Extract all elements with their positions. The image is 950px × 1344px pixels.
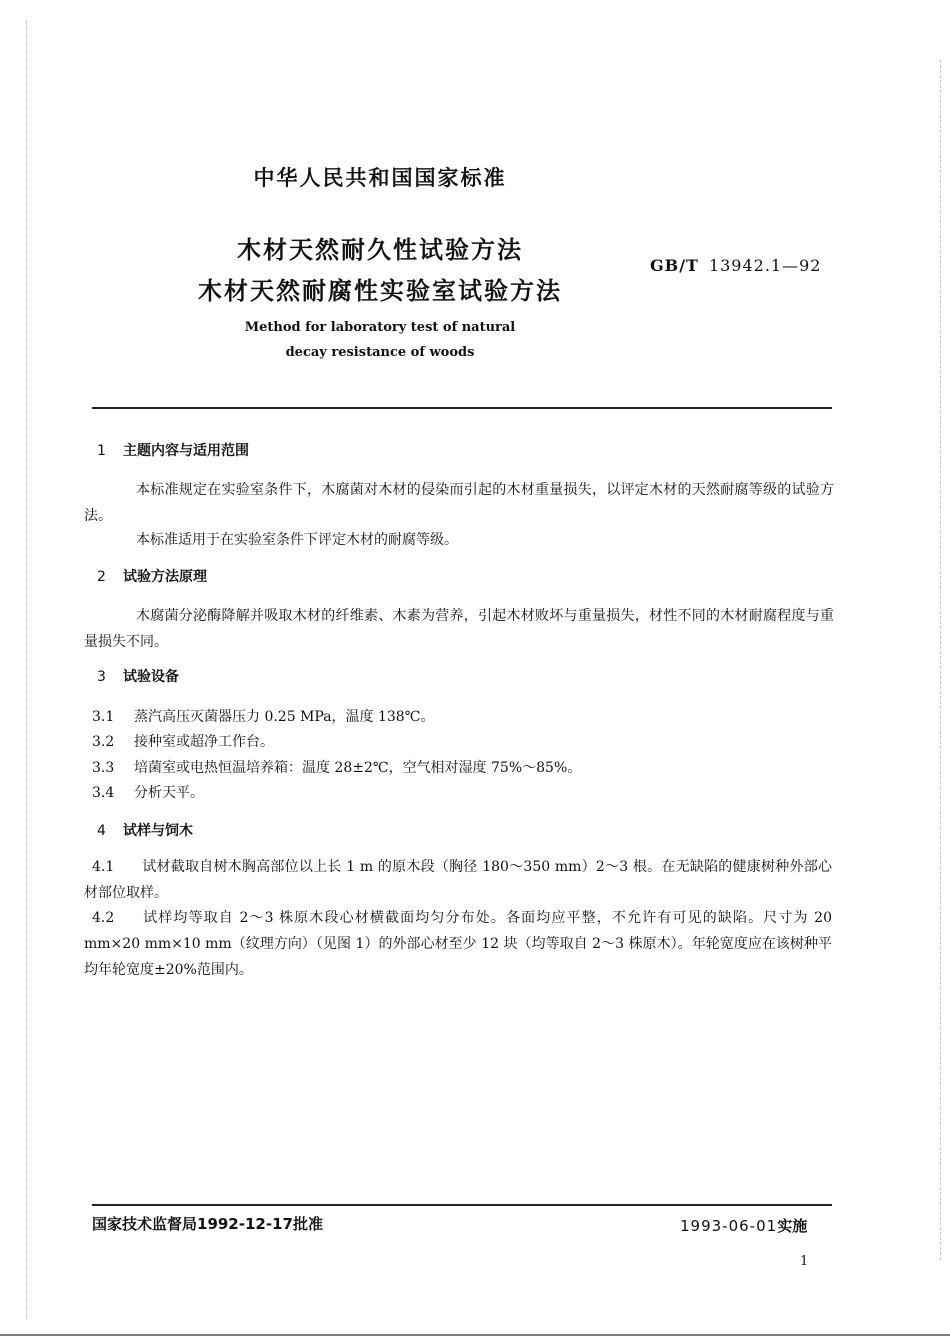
approval-line: 国家技术监督局1992-12-17批准 xyxy=(92,1215,323,1233)
page-number: 1 xyxy=(800,1254,809,1269)
clause-number: 3.2 xyxy=(92,734,115,750)
clause-number: 4.2 xyxy=(92,910,115,926)
implementation-line xyxy=(680,1215,807,1236)
scan-edge-right xyxy=(940,60,942,1260)
section-3-heading xyxy=(97,666,179,686)
clause-number: 3.4 xyxy=(92,785,115,801)
clause-text: 蒸汽高压灭菌器压力 0.25 MPa，温度 138℃。 xyxy=(134,709,435,725)
clause-3-2 xyxy=(92,731,274,751)
clause-text: 试样均等取自 2～3 株原木段心材横截面均匀分布处。各面均应平整，不允许有可见的缺陷。尺寸为 20 mm×20 mm×10 mm（纹理方向）（见图 1）的外部心材至少 12 块（均等取自 2～3 株原木）。年轮宽度应在该树种平均年轮宽度±20%范围内。 xyxy=(84,910,832,978)
section-title: 试验方法原理 xyxy=(123,569,207,585)
section-2-paragraph-1: 木腐菌分泌酶降解并吸取木材的纤维素、木素为营养，引起木材败坏与重量损失，材性不同的木材耐腐程度与重量损失不同。 xyxy=(84,608,834,650)
clause-3-4 xyxy=(92,782,204,802)
title-en-line1: Method for laboratory test of natural xyxy=(244,320,516,335)
section-title: 主题内容与适用范围 xyxy=(123,443,249,459)
title-en-line2: decay resistance of woods xyxy=(285,345,475,360)
section-4-heading xyxy=(97,820,193,840)
section-1-paragraph-2: 本标准适用于在实验室条件下评定木材的耐腐等级。 xyxy=(136,532,458,548)
clause-text: 接种室或超净工作台。 xyxy=(134,734,274,750)
footer-divider xyxy=(92,1204,832,1206)
scan-edge-left xyxy=(26,20,28,1320)
section-1-paragraph-1: 本标准规定在实验室条件下，木腐菌对木材的侵染而引起的木材重量损失，以评定木材的天然耐腐等级的试验方法。 xyxy=(84,482,834,524)
clause-number: 4.1 xyxy=(92,859,115,875)
clause-4-1 xyxy=(84,854,832,906)
section-title: 试样与饲木 xyxy=(123,823,193,839)
standard-code-number: 13942.1—92 xyxy=(708,256,822,275)
clause-3-1 xyxy=(92,706,434,726)
clause-number: 3.1 xyxy=(92,709,115,725)
section-2-heading xyxy=(97,566,207,586)
title-cn-line2: 木材天然耐腐性实验室试验方法 xyxy=(198,277,562,305)
section-title: 试验设备 xyxy=(123,669,179,685)
section-1-heading xyxy=(97,440,249,460)
section-number: 1 xyxy=(97,443,106,459)
title-cn-line1: 木材天然耐久性试验方法 xyxy=(237,236,523,264)
implementation-label: 实施 xyxy=(777,1217,808,1235)
section-number: 4 xyxy=(97,823,106,839)
clause-number: 3.3 xyxy=(92,760,115,776)
national-standard-heading: 中华人民共和国国家标准 xyxy=(253,166,507,190)
clause-text: 试材截取自树木胸高部位以上长 1 m 的原木段（胸径 180～350 mm）2～3 根。在无缺陷的健康树种外部心材部位取样。 xyxy=(84,859,832,901)
clause-text: 培菌室或电热恒温培养箱：温度 28±2℃，空气相对湿度 75%～85%。 xyxy=(134,760,582,776)
section-number: 3 xyxy=(97,669,106,685)
section-number: 2 xyxy=(97,569,106,585)
clause-text: 分析天平。 xyxy=(134,785,204,801)
standard-code xyxy=(650,256,821,275)
header-divider xyxy=(92,407,832,409)
implementation-date: 1993-06-01 xyxy=(680,1217,778,1235)
scan-edge-bottom xyxy=(0,1334,950,1336)
standard-code-prefix: GB/T xyxy=(650,256,699,275)
clause-3-3 xyxy=(92,757,581,777)
clause-4-2 xyxy=(84,905,832,983)
